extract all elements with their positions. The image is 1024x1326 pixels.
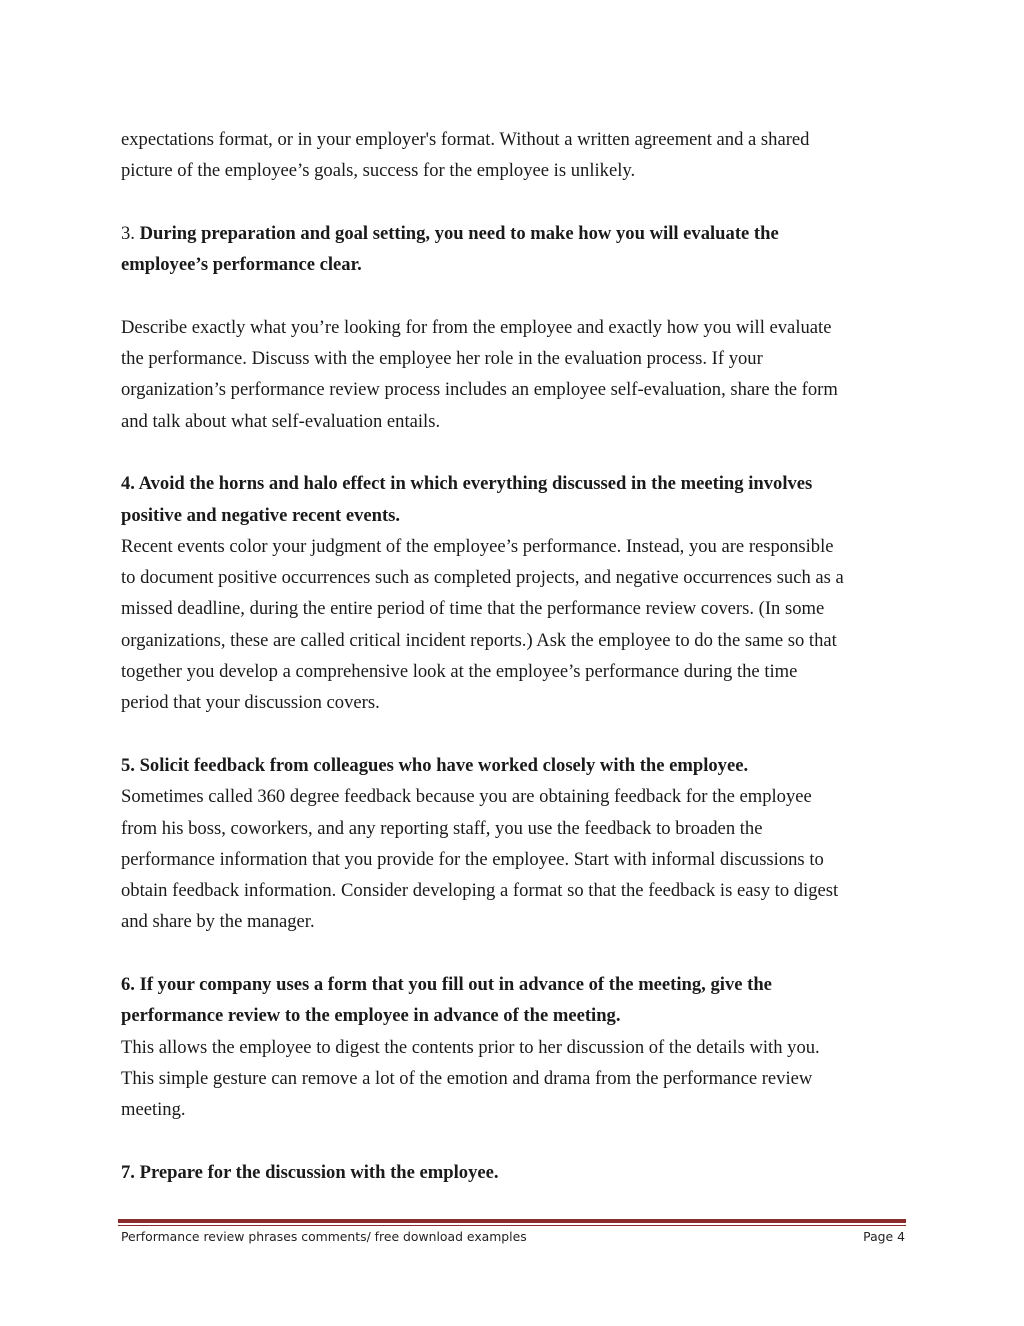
- paragraph-line: period that your discussion covers.: [121, 692, 380, 714]
- paragraph-line: missed deadline, during the entire period of time that the performance review covers. (In some: [121, 598, 825, 620]
- paragraph-line: together you develop a comprehensive look at the employee’s performance during the time: [121, 661, 798, 683]
- paragraph-line: expectations format, or in your employer's format. Without a written agreement and a shared: [121, 129, 810, 150]
- paragraph-line: performance information that you provide for the employee. Start with informal discussions to: [121, 848, 824, 870]
- paragraph-line: meeting.: [121, 1099, 186, 1121]
- paragraph-line: from his boss, coworkers, and any reporting staff, you use the feedback to broaden the: [121, 817, 763, 839]
- paragraph-line: This allows the employee to digest the contents prior to her discussion of the details with you.: [121, 1036, 820, 1058]
- section-heading-7: [121, 1157, 911, 1188]
- paragraph-line: organization’s performance review process includes an employee self-evaluation, share the form: [121, 379, 838, 401]
- footer-divider: [118, 1219, 906, 1223]
- heading-text: performance review to the employee in advance of the meeting.: [121, 1005, 621, 1027]
- section-heading-4: [121, 468, 911, 499]
- paragraph-line: and talk about what self-evaluation entails.: [121, 410, 441, 432]
- page-footer: [121, 1229, 905, 1244]
- heading-text: 5. Solicit feedback from colleagues who have worked closely with the employee.: [121, 754, 749, 776]
- page-number: Page 4: [863, 1229, 905, 1244]
- paragraph-line: the performance. Discuss with the employee her role in the evaluation process. If your: [121, 348, 763, 370]
- heading-text: 6. If your company uses a form that you fill out in advance of the meeting, give the: [121, 974, 772, 996]
- heading-text: 4. Avoid the horns and halo effect in which everything discussed in the meeting involves: [121, 473, 813, 495]
- paragraph-line: organizations, these are called critical incident reports.) Ask the employee to do the same so that: [121, 629, 837, 651]
- paragraph-line: Recent events color your judgment of the employee’s performance. Instead, you are responsible: [121, 535, 834, 557]
- footer-title: Performance review phrases comments/ free download examples: [121, 1229, 527, 1244]
- heading-number: 3.: [121, 222, 140, 244]
- section-heading-6: [121, 969, 911, 1000]
- paragraph-line: picture of the employee’s goals, success for the employee is unlikely.: [121, 160, 636, 182]
- paragraph-line: This simple gesture can remove a lot of the emotion and drama from the performance review: [121, 1067, 813, 1089]
- heading-text: 7. Prepare for the discussion with the employee.: [121, 1161, 499, 1183]
- section-heading-3: [121, 218, 911, 249]
- paragraph-line: Describe exactly what you’re looking for from the employee and exactly how you will evaluate: [121, 316, 832, 338]
- paragraph-line: obtain feedback information. Consider developing a format so that the feedback is easy to digest: [121, 880, 839, 902]
- heading-text: employee’s performance clear.: [121, 254, 362, 276]
- paragraph-line: to document positive occurrences such as completed projects, and negative occurrences such as a: [121, 567, 844, 589]
- heading-text: positive and negative recent events.: [121, 504, 401, 526]
- paragraph-line: and share by the manager.: [121, 911, 315, 933]
- page-body: [121, 124, 911, 1188]
- paragraph-line: Sometimes called 360 degree feedback because you are obtaining feedback for the employee: [121, 786, 812, 808]
- heading-text: During preparation and goal setting, you need to make how you will evaluate the: [139, 222, 779, 244]
- footer-divider-thin: [118, 1225, 906, 1226]
- section-heading-5: [121, 750, 911, 781]
